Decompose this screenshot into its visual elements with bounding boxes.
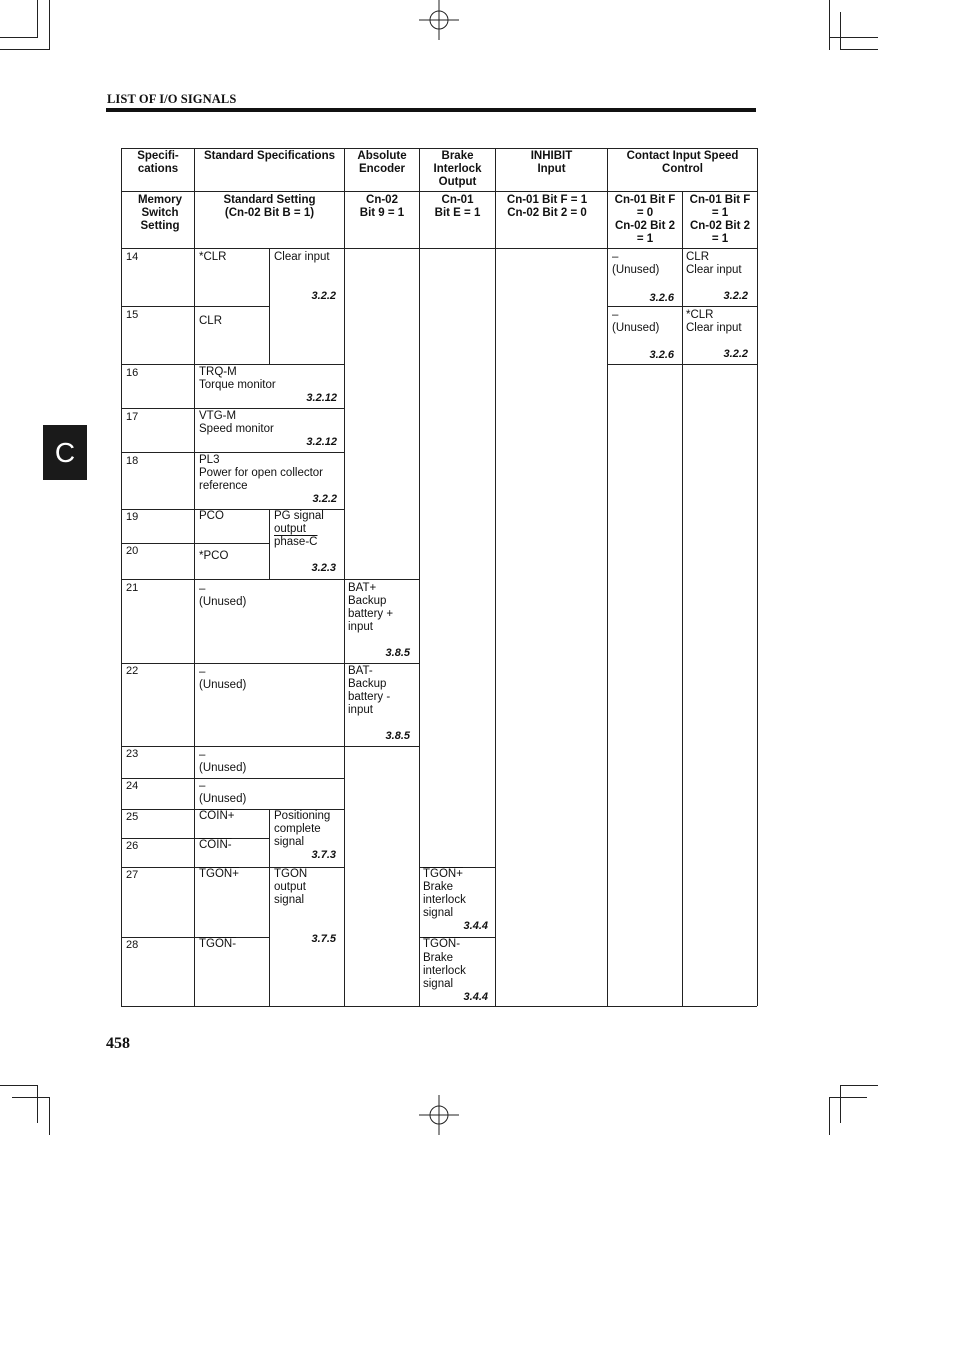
table-row-line	[121, 746, 419, 747]
crop-mark	[37, 0, 38, 38]
unused-dash: –	[199, 583, 206, 595]
table-border-right	[757, 148, 758, 1006]
header-abs-setting: Cn-02 Bit 9 = 1	[359, 194, 405, 219]
section-reference: 3.2.2	[312, 493, 337, 505]
contact-a-dash: –	[612, 251, 619, 263]
section-reference: 3.2.2	[723, 290, 748, 302]
header-contact-setting-a: Cn-01 Bit F = 0 Cn-02 Bit 2 = 1	[614, 194, 676, 245]
table-row-line	[121, 937, 269, 938]
section-reference: 3.2.12	[306, 436, 337, 448]
signal-description: PG signal output	[274, 510, 324, 535]
table-column-line	[269, 509, 270, 579]
signal-name: TGON+	[199, 868, 239, 880]
unused-label: (Unused)	[199, 596, 247, 608]
pin-number: 28	[126, 939, 139, 951]
header-inhibit: INHIBIT Input	[530, 150, 573, 175]
crop-mark	[829, 0, 830, 50]
pin-number: 26	[126, 840, 139, 852]
table-header-line	[121, 248, 757, 249]
abs-signal: BAT+	[348, 582, 377, 594]
crop-mark	[49, 1097, 50, 1135]
pin-number: 18	[126, 455, 139, 467]
table-row-line	[121, 543, 269, 544]
abs-signal: BAT-	[348, 665, 373, 677]
pin-number: 25	[126, 811, 139, 823]
signal-name: COIN-	[199, 839, 232, 851]
contact-a-unused: (Unused)	[612, 264, 660, 276]
signal-description: TGON output signal	[274, 868, 308, 906]
running-head: LIST OF I/O SIGNALS	[107, 92, 237, 106]
brake-signal: TGON+	[423, 868, 463, 880]
crop-mark	[0, 49, 50, 50]
table-row-line	[121, 452, 344, 453]
table-column-line	[607, 148, 608, 1006]
unused-label: (Unused)	[199, 679, 247, 691]
header-specifications: Specifi- cations	[137, 150, 179, 175]
pin-number: 21	[126, 582, 139, 594]
section-reference: 3.2.6	[649, 292, 674, 304]
table-row-line	[121, 663, 419, 664]
table-row-line	[121, 408, 344, 409]
table-column-line	[269, 248, 270, 364]
pin-number: 19	[126, 511, 139, 523]
section-reference: 3.2.12	[306, 392, 337, 404]
contact-b-description: Clear input	[686, 264, 742, 276]
crop-mark	[0, 37, 38, 38]
header-standard-setting: Standard Setting (Cn-02 Bit B = 1)	[223, 194, 316, 219]
table-row-line	[121, 778, 344, 779]
section-reference: 3.7.5	[311, 933, 336, 945]
signal-name: PL3	[199, 454, 220, 466]
section-reference: 3.2.2	[311, 290, 336, 302]
header-standard-specifications: Standard Specifications	[203, 150, 335, 162]
table-row-line	[121, 364, 344, 365]
page-number: 458	[106, 1035, 130, 1052]
signal-name: CLR	[199, 315, 223, 327]
signal-description: Clear input	[274, 251, 330, 263]
crop-mark	[840, 12, 841, 50]
signal-name: VTG-M	[199, 410, 237, 422]
pin-number: 15	[126, 309, 139, 321]
contact-a-unused: (Unused)	[612, 322, 660, 334]
pin-number: 20	[126, 545, 139, 557]
contact-b-signal: *CLR	[686, 309, 714, 321]
section-reference: 3.2.2	[723, 348, 748, 360]
crop-mark	[829, 1097, 830, 1135]
header-brake-interlock: Brake Interlock Output	[433, 150, 482, 188]
signal-description: Torque monitor	[199, 379, 276, 391]
signal-name: *CLR	[199, 251, 227, 263]
crop-mark	[37, 1085, 38, 1123]
pin-number: 24	[126, 780, 139, 792]
signal-description: Power for open collector reference	[199, 467, 324, 492]
appendix-tab: C	[43, 425, 87, 480]
table-column-line	[194, 148, 195, 1006]
unused-label: (Unused)	[199, 793, 247, 805]
contact-b-description: Clear input	[686, 322, 742, 334]
section-reference: 3.2.3	[311, 562, 336, 574]
table-column-line	[495, 148, 496, 1006]
unused-dash: –	[199, 749, 206, 761]
table-border-top	[121, 148, 757, 149]
table-border-bottom	[121, 1006, 757, 1007]
contact-a-dash: –	[612, 309, 619, 321]
signal-description: Speed monitor	[199, 423, 274, 435]
header-inhibit-setting: Cn-01 Bit F = 1 Cn-02 Bit 2 = 0	[506, 194, 588, 219]
crop-mark	[829, 37, 878, 38]
contact-b-signal: CLR	[686, 251, 710, 263]
table-row-line	[121, 838, 269, 839]
section-reference: 3.4.4	[463, 920, 488, 932]
abs-description: Backup battery - input	[348, 678, 391, 716]
table-column-line	[344, 148, 345, 1006]
signal-description-phase: phase-C	[274, 536, 318, 548]
crop-mark	[49, 0, 50, 50]
signal-name: TRQ-M	[199, 366, 237, 378]
unused-label: (Unused)	[199, 762, 247, 774]
crop-mark	[840, 1085, 878, 1086]
table-border-left	[121, 148, 122, 1006]
signal-name: TGON-	[199, 938, 237, 950]
section-reference: 3.4.4	[463, 991, 488, 1003]
section-reference: 3.8.5	[385, 730, 410, 742]
brake-signal: TGON-	[423, 938, 461, 950]
section-reference: 3.2.6	[649, 349, 674, 361]
section-reference: 3.7.3	[311, 849, 336, 861]
table-row-line	[121, 579, 419, 580]
table-row-line	[607, 306, 757, 307]
brake-description: Brake interlock signal	[423, 881, 466, 919]
pin-number: 27	[126, 869, 139, 881]
unused-dash: –	[199, 780, 206, 792]
header-absolute-encoder: Absolute Encoder	[357, 150, 407, 175]
signal-name: PCO	[199, 510, 224, 522]
signal-name: COIN+	[199, 810, 235, 822]
pin-number: 14	[126, 251, 139, 263]
header-brake-setting: Cn-01 Bit E = 1	[434, 194, 481, 219]
pin-number: 22	[126, 665, 139, 677]
header-rule	[106, 108, 756, 112]
pin-number: 17	[126, 411, 139, 423]
crop-mark	[0, 1085, 38, 1086]
abs-description: Backup battery + input	[348, 595, 394, 633]
brake-description: Brake interlock signal	[423, 952, 466, 990]
registration-target-icon	[419, 0, 459, 40]
table-column-line	[419, 148, 420, 1006]
table-header-line	[121, 191, 757, 192]
crop-mark	[829, 1097, 867, 1098]
table-column-line	[682, 191, 683, 1006]
header-memory-switch: Memory Switch Setting	[137, 194, 183, 232]
crop-mark	[12, 1097, 50, 1098]
pin-number: 16	[126, 367, 139, 379]
unused-dash: –	[199, 666, 206, 678]
table-column-line	[269, 809, 270, 1006]
registration-target-icon	[419, 1095, 459, 1135]
table-row-line	[121, 306, 269, 307]
pin-number: 23	[126, 748, 139, 760]
signal-name: *PCO	[199, 550, 229, 562]
header-contact-input: Contact Input Speed Control	[626, 150, 739, 175]
crop-mark	[840, 1085, 841, 1123]
table-row-line	[607, 364, 757, 365]
header-contact-setting-b: Cn-01 Bit F = 1 Cn-02 Bit 2 = 1	[689, 194, 751, 245]
signal-description: Positioning complete signal	[274, 810, 331, 848]
crop-mark	[840, 49, 878, 50]
section-reference: 3.8.5	[385, 647, 410, 659]
